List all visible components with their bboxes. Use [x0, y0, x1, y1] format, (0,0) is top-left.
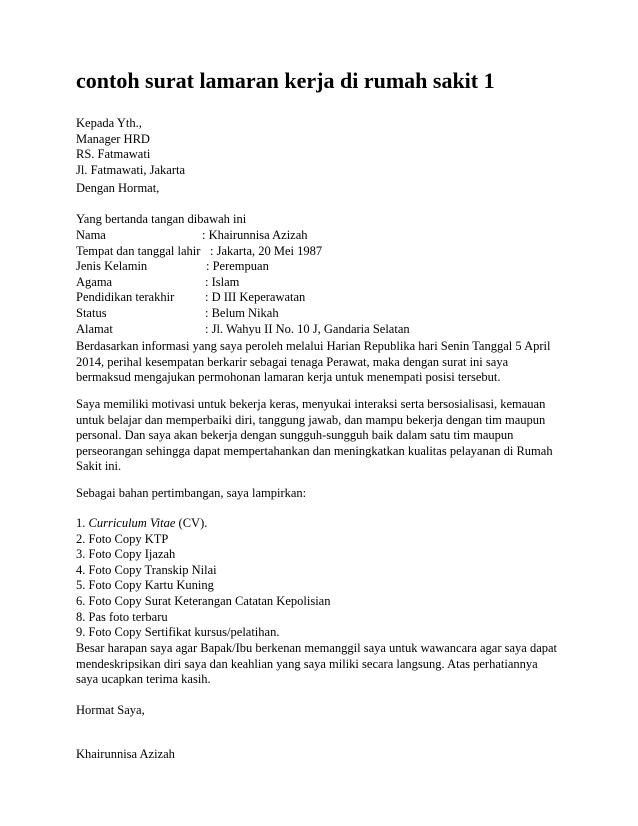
attachment-prefix: 9. Foto Copy Sertifikat kursus/pelatihan.: [76, 625, 280, 640]
attachment-item: [76, 532, 330, 548]
signature: [76, 747, 175, 763]
recipient-line: Kepada Yth.,: [76, 116, 142, 130]
attachment-item: [76, 578, 330, 594]
signature-name: Khairunnisa Azizah: [76, 747, 175, 761]
attachment-suffix: (CV).: [175, 516, 208, 530]
paragraph-line: Berdasarkan informasi yang saya peroleh melalui Harian Republika hari Senin Tanggal 5 April: [76, 339, 551, 353]
detail-row-alamat: [76, 322, 546, 338]
attachment-item: [76, 563, 330, 579]
attachment-item: [76, 516, 330, 532]
detail-value: : Belum Nikah: [205, 305, 279, 320]
detail-label: Alamat: [76, 321, 113, 336]
attachments-list: [76, 516, 330, 641]
detail-value: : Islam: [205, 274, 240, 289]
paragraph-line: Sakit ini.: [76, 459, 122, 474]
attachment-prefix: 4. Foto Copy Transkip Nilai: [76, 562, 217, 577]
greeting-text: Dengan Hormat,: [76, 181, 160, 195]
paragraph-source: [76, 339, 550, 386]
attachment-item: [76, 610, 330, 626]
recipient-line: RS. Fatmawati: [76, 147, 151, 162]
attachment-item: [76, 594, 330, 610]
page-title: contoh surat lamaran kerja di rumah sakit 1: [76, 68, 495, 93]
recipient-line: Manager HRD: [76, 131, 150, 146]
detail-label: Nama: [76, 228, 106, 242]
detail-value: : Khairunnisa Azizah: [202, 228, 308, 242]
detail-label: Pendidikan terakhir: [76, 290, 175, 305]
detail-value: : D III Keperawatan: [205, 290, 306, 305]
applicant-details: [76, 228, 546, 337]
paragraph-motivation: [76, 397, 553, 475]
detail-row-status: [76, 306, 546, 322]
detail-row-jenis-kelamin: [76, 259, 546, 275]
paragraph-line: mendeskripsikan diri saya dan keahlian yang saya miliki secara langsung. Atas perhatiannya: [76, 656, 538, 671]
detail-row-pendidikan: [76, 290, 546, 306]
detail-value: : Jl. Wahyu II No. 10 J, Gandaria Selatan: [205, 321, 410, 336]
detail-row-agama: [76, 275, 546, 291]
detail-label: Agama: [76, 274, 113, 289]
detail-label: Status: [76, 305, 107, 320]
recipient-line: Jl. Fatmawati, Jakarta: [76, 162, 185, 177]
detail-label: Jenis Kelamin: [76, 259, 148, 274]
attachment-item: [76, 625, 330, 641]
paragraph-line: perseorangan sehingga dapat mempertahankan dan meningkatkan kualitas pelayanan di Rumah: [76, 443, 553, 458]
detail-value: : Perempuan: [206, 259, 269, 274]
intro: [76, 212, 246, 228]
attachment-item: [76, 547, 330, 563]
detail-row-tempat-tanggal-lahir: [76, 244, 546, 260]
recipient-block: [76, 116, 185, 178]
paragraph-line: 2014, perihal kesempatan berkarir sebagai tenaga Perawat, maka dengan surat ini saya: [76, 354, 509, 369]
paragraph-line: Saya memiliki motivasi untuk bekerja keras, menyukai interaksi serta bersosialisasi, kemauan: [76, 397, 546, 411]
attachments-intro-text: Sebagai bahan pertimbangan, saya lampirkan:: [76, 486, 307, 500]
attachment-prefix: 6. Foto Copy Surat Keterangan Catatan Kepolisian: [76, 593, 331, 608]
attachment-prefix: 3. Foto Copy Ijazah: [76, 547, 176, 562]
detail-row-nama: [76, 228, 546, 244]
paragraph-line: Besar harapan saya agar Bapak/Ibu berkenan memanggil saya untuk wawancara agar saya dapat: [76, 641, 558, 655]
attachment-prefix: 1.: [76, 516, 89, 530]
attachment-prefix: 5. Foto Copy Kartu Kuning: [76, 578, 214, 593]
paragraph-line: untuk belajar dan memperbaiki diri, tanggung jawab, dan mampu bekerja dengan tim maupun: [76, 412, 546, 427]
attachment-prefix: 2. Foto Copy KTP: [76, 531, 169, 546]
attachment-italic: Curriculum Vitae: [88, 516, 176, 530]
detail-label: Tempat dan tanggal lahir: [76, 243, 201, 258]
paragraph-line: saya ucapkan terima kasih.: [76, 672, 211, 687]
paragraph-line: personal. Dan saya akan bekerja dengan sungguh-sungguh baik dalam satu tim maupun: [76, 428, 514, 443]
greeting: [76, 181, 159, 197]
signoff-text: Hormat Saya,: [76, 703, 145, 717]
intro-text: Yang bertanda tangan dibawah ini: [76, 212, 247, 226]
paragraph-line: bermaksud mengajukan permohonan lamaran kerja untuk menempati posisi tersebut.: [76, 370, 501, 385]
detail-value: : Jakarta, 20 Mei 1987: [210, 243, 323, 258]
attachment-prefix: 8. Pas foto terbaru: [76, 609, 168, 624]
attachments-intro: [76, 486, 306, 502]
closing-paragraph: [76, 641, 557, 688]
signoff: [76, 703, 145, 719]
